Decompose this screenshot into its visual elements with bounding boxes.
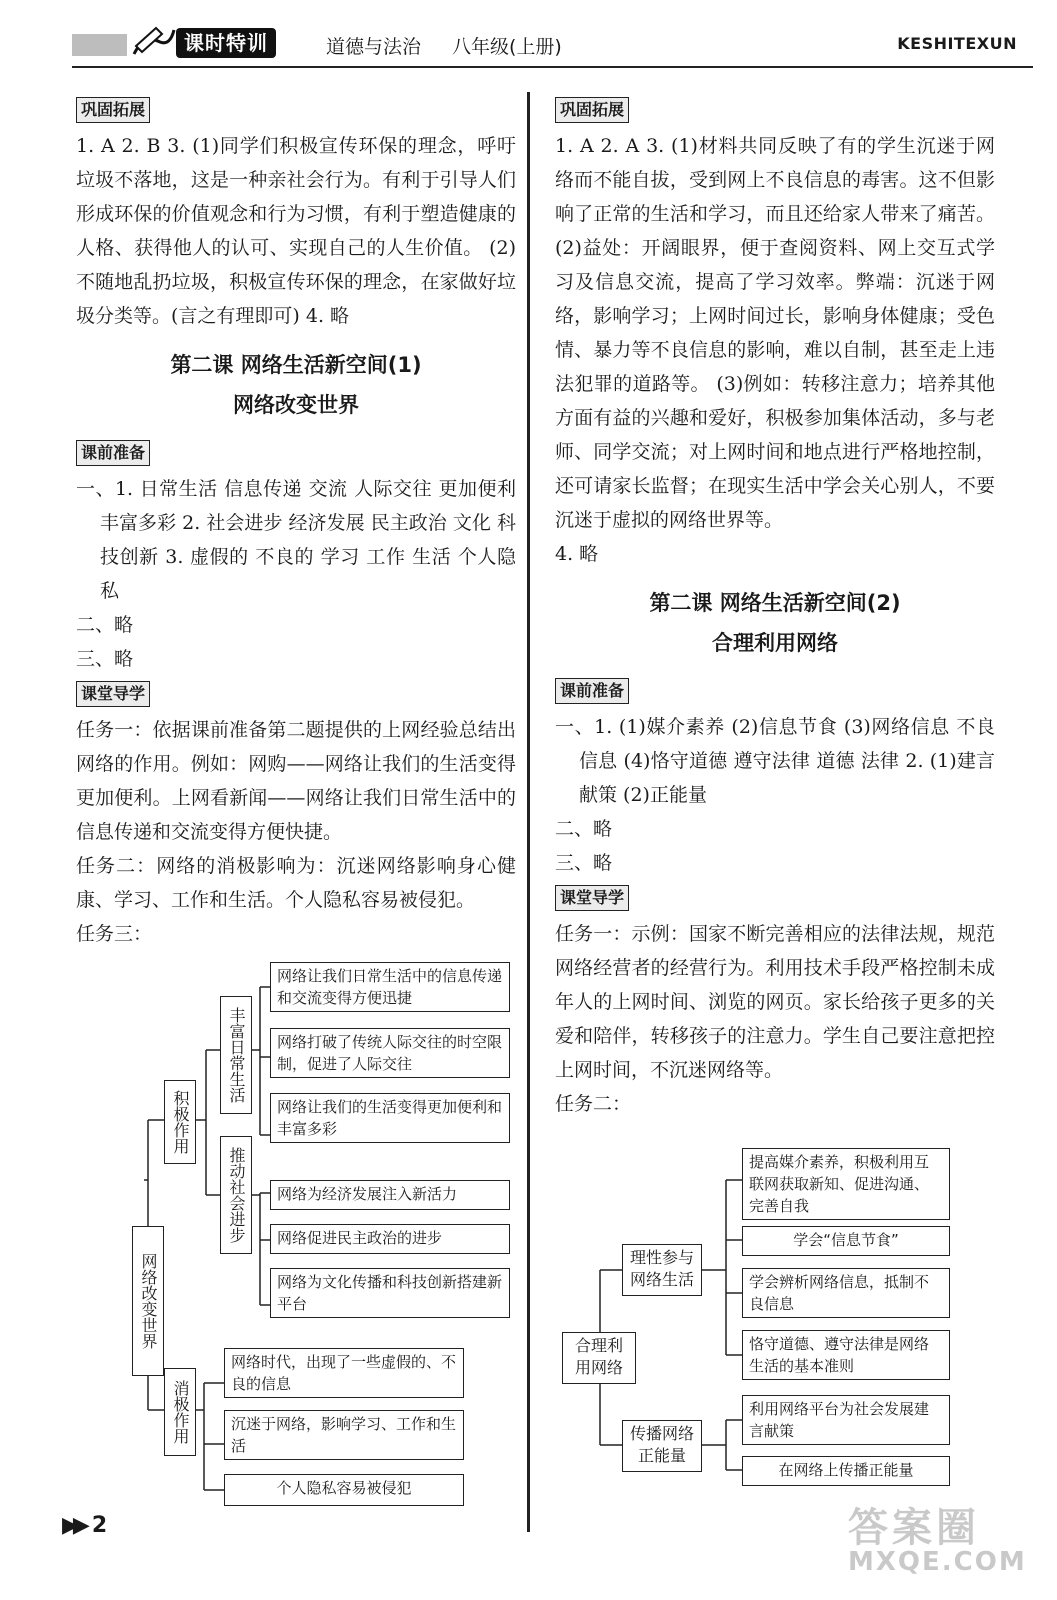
lesson-subtitle: 网络改变世界 (233, 393, 359, 417)
double-chevron-icon: ▶▶ (62, 1513, 84, 1538)
map-branch: 传播网络正能量 (622, 1420, 702, 1472)
map-leaf: 网络促进民主政治的进步 (270, 1224, 510, 1254)
task-text: 任务一：示例：国家不断完善相应的法律法规，规范网络经营者的经营行为。利用技术手段严格控制未成年人的上网时间、浏览的网页。家长给孩子更多的关爱和陪伴，转移孩子的注意力。学生自己要注意把控上网时间，不沉迷网络等。 (555, 923, 995, 1081)
header-rule (72, 66, 1033, 68)
subject-label: 道德与法治 (326, 36, 422, 58)
answers-text: 1. A 2. A 3. (1)材料共同反映了有的学生沉迷于网络而不能自拔，受到网上不良信息的毒害。这不但影响了正常的生活和学习，而且还给家人带来了痛苦。 (2)益处：开阔眼界，便于查阅资料、网上交互式学习及信息交流，提高了学习效率。弊端：沉迷于网络，影响学习；上网时间过长，影响身体健康；受色情、暴力等不良信息的影响，难以自制，甚至走上违法犯罪的道路等。 (3)例如：转移注意力；培养其他方面有益的兴趣和爱好，积极参加集体活动，多与老师、同学交流；对上网时间和地点进行严格地控制，还可请家长监督；在现实生活中学会关心别人，不要沉迷于虚拟的网络世界等。 (555, 135, 995, 531)
task-text: 任务三： (76, 923, 153, 945)
answers-text: 1. A 2. B 3. (1)同学们积极宣传环保的理念，呼吁垃圾不落地，这是一种亲社会行为。有利于引导人们形成环保的价值观念和行为习惯，有利于塑造健康的人格、获得他人的认可、实现自己的人生价值。 (2)不随地乱扔垃圾，积极宣传环保的理念，在家做好垃圾分类等。(言之有理即可) 4. 略 (76, 135, 516, 327)
column-divider (527, 92, 530, 1532)
map-branch: 积极作用 (164, 1080, 196, 1164)
map-leaf: 网络让我们日常生活中的信息传递和交流变得方便迅捷 (270, 962, 510, 1012)
mind-map-right (560, 1140, 960, 1500)
map-leaf: 学会“信息节食” (742, 1226, 950, 1256)
prep-item: 三、略 (555, 852, 613, 874)
section-tag: 巩固拓展 (76, 97, 150, 123)
map-leaf: 在网络上传播正能量 (742, 1456, 950, 1486)
watermark-top: 答案圈 (848, 1505, 980, 1551)
prep-item: 二、略 (555, 818, 613, 840)
lesson-title: 第二课 网络生活新空间(2) (649, 591, 901, 615)
task-text: 任务一：依据课前准备第二题提供的上网经验总结出网络的作用。例如：网购——网络让我们的生活变得更加便利。上网看新闻——网络让我们日常生活中的信息传递和交流变得方便快捷。 (76, 719, 516, 843)
watermark (848, 1496, 1027, 1577)
page-header (0, 0, 1057, 80)
lesson-subtitle: 合理利用网络 (712, 631, 838, 655)
map-subbranch: 丰富日常生活 (220, 996, 252, 1114)
watermark-bottom: MXQE.COM (848, 1547, 1027, 1577)
map-leaf: 网络为文化传播和科技创新搭建新平台 (270, 1268, 510, 1318)
section-tag: 课堂导学 (76, 681, 150, 707)
map-leaf: 网络时代，出现了一些虚假的、不良的信息 (224, 1348, 464, 1398)
header-grey-block (72, 34, 127, 56)
grade-label: 八年级(上册) (452, 36, 562, 58)
page-number-value: 2 (91, 1513, 108, 1538)
map-root: 合理利用网络 (562, 1332, 636, 1384)
section-tag: 课堂导学 (555, 885, 629, 911)
pen-icon (130, 24, 178, 58)
lesson-title: 第二课 网络生活新空间(1) (170, 353, 422, 377)
prep-item: 一、1. 日常生活 信息传递 交流 人际交往 更加便利 丰富多彩 2. 社会进步 经济发展 民主政治 文化 科技创新 3. 虚假的 不良的 学习 工作 生活 个人隐私 (76, 478, 516, 602)
map-branch: 消极作用 (164, 1368, 196, 1456)
mind-map-left (120, 950, 520, 1520)
prep-item: 二、略 (76, 614, 134, 636)
section-tag: 巩固拓展 (555, 97, 629, 123)
map-leaf: 个人隐私容易被侵犯 (224, 1474, 464, 1506)
brand-logo: 课时特训 (176, 28, 276, 58)
map-leaf: 网络让我们的生活变得更加便利和丰富多彩 (270, 1093, 510, 1143)
map-leaf: 利用网络平台为社会发展建言献策 (742, 1395, 950, 1445)
map-leaf: 提高媒介素养，积极利用互联网获取新知、促进沟通、完善自我 (742, 1148, 950, 1220)
prep-item: 三、略 (76, 648, 134, 670)
left-column (76, 92, 516, 951)
right-column (555, 92, 995, 1121)
brand-english: KESHITEXUN (897, 34, 1017, 53)
prep-item: 一、1. (1)媒介素养 (2)信息节食 (3)网络信息 不良信息 (4)恪守道德 遵守法律 道德 法律 2. (1)建言献策 (2)正能量 (555, 716, 995, 806)
page-number (62, 1513, 107, 1538)
map-leaf: 网络为经济发展注入新活力 (270, 1180, 510, 1210)
map-root: 网络改变世界 (132, 1226, 164, 1376)
answers-text: 4. 略 (555, 543, 599, 565)
map-leaf: 沉迷于网络，影响学习、工作和生活 (224, 1410, 464, 1460)
task-text: 任务二：网络的消极影响为：沉迷网络影响身心健康、学习、工作和生活。个人隐私容易被侵犯。 (76, 855, 516, 911)
map-leaf: 网络打破了传统人际交往的时空限制，促进了人际交往 (270, 1028, 510, 1078)
section-tag: 课前准备 (555, 678, 629, 704)
section-tag: 课前准备 (76, 440, 150, 466)
map-leaf: 学会辨析网络信息，抵制不良信息 (742, 1268, 950, 1318)
task-text: 任务二： (555, 1093, 632, 1115)
map-leaf: 恪守道德、遵守法律是网络生活的基本准则 (742, 1330, 950, 1380)
map-branch: 理性参与网络生活 (622, 1244, 702, 1296)
map-subbranch: 推动社会进步 (220, 1136, 252, 1254)
